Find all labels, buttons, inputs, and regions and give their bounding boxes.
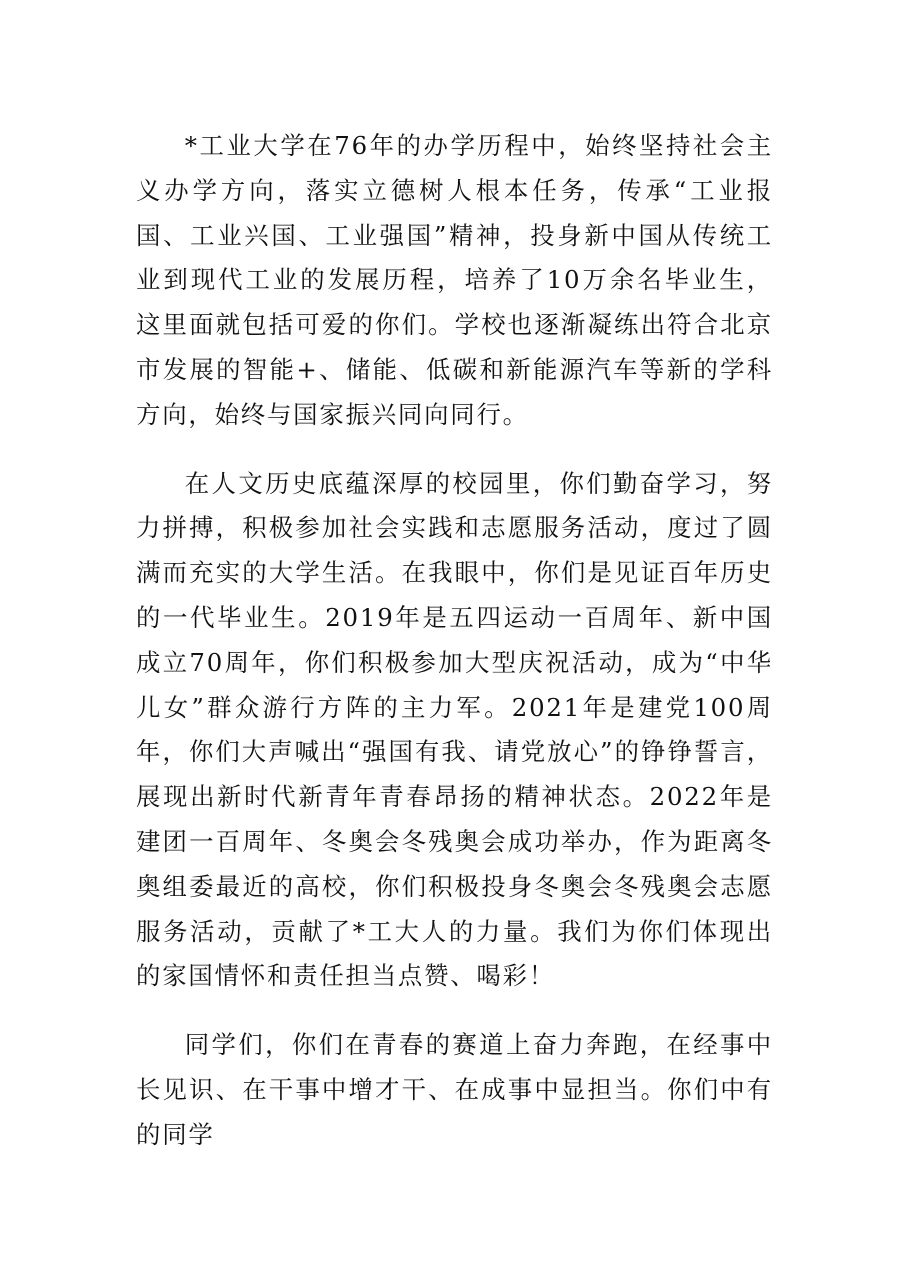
paragraph-1: *工业大学在76年的办学历程中，始终坚持社会主义办学方向，落实立德树人根本任务，传承“工业报国、工业兴国、工业强国”精神，投身新中国从传统工业到现代工业的发展历程，培养了10万余名毕业生，这里面就包括可爱的你们。学校也逐渐凝练出符合北京市发展的智能+、储能、低碳和新能源汽车等新的学科方向，始终与国家振兴同向同行。 <box>136 131 773 429</box>
paragraph-3: 同学们，你们在青春的赛道上奋力奔跑，在经事中长见识、在干事中增才干、在成事中显担当。你们中有的同学 <box>136 1030 773 1149</box>
paragraph-2: 在人文历史底蕴深厚的校园里，你们勤奋学习，努力拼搏，积极参加社会实践和志愿服务活动，度过了圆满而充实的大学生活。在我眼中，你们是见证百年历史的一代毕业生。2019年是五四运动一百周年、新中国成立70周年，你们积极参加大型庆祝活动，成为“中华儿女”群众游行方阵的主力军。2021年是建党100周年，你们大声喊出“强国有我、请党放心”的铮铮誓言，展现出新时代新青年青春昂扬的精神状态。2022年是建团一百周年、冬奥会冬残奥会成功举办，作为距离冬奥组委最近的高校，你们积极投身冬奥会冬残奥会志愿服务活动，贡献了*工大人的力量。我们为你们体现出的家国情怀和责任担当点赞、喝彩！ <box>136 468 773 991</box>
